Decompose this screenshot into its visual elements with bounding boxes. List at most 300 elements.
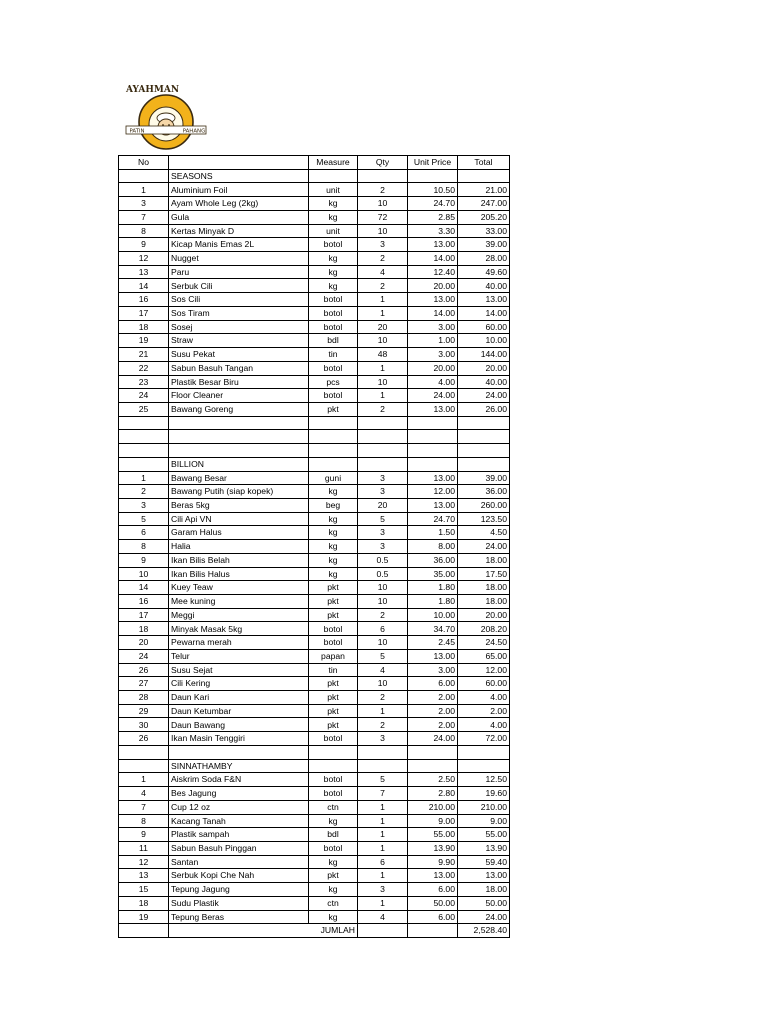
item-total: 20.00 xyxy=(458,361,510,375)
item-no: 13 xyxy=(119,869,169,883)
item-no: 9 xyxy=(119,238,169,252)
table-row xyxy=(119,512,510,526)
item-qty: 3 xyxy=(358,732,408,746)
purchase-table-body xyxy=(119,156,510,938)
item-no: 17 xyxy=(119,306,169,320)
blank-cell xyxy=(408,924,458,938)
item-qty: 10 xyxy=(358,677,408,691)
item-qty: 4 xyxy=(358,265,408,279)
item-qty: 2 xyxy=(358,691,408,705)
table-row xyxy=(119,896,510,910)
item-total: 55.00 xyxy=(458,828,510,842)
table-row xyxy=(119,595,510,609)
table-row xyxy=(119,677,510,691)
item-no: 16 xyxy=(119,595,169,609)
item-unit-price: 6.00 xyxy=(408,677,458,691)
item-measure: botol xyxy=(309,787,358,801)
item-measure: kg xyxy=(309,512,358,526)
item-measure: tin xyxy=(309,348,358,362)
table-row xyxy=(119,540,510,554)
table-row xyxy=(119,814,510,828)
item-no: 7 xyxy=(119,210,169,224)
item-total: 24.00 xyxy=(458,540,510,554)
item-total: 59.40 xyxy=(458,855,510,869)
item-no: 5 xyxy=(119,512,169,526)
item-unit-price: 2.85 xyxy=(408,210,458,224)
item-qty: 10 xyxy=(358,197,408,211)
blank-cell xyxy=(358,745,408,759)
item-name: Cup 12 oz xyxy=(169,800,309,814)
item-name: Telur xyxy=(169,649,309,663)
header-no: No xyxy=(119,156,169,170)
item-no: 24 xyxy=(119,389,169,403)
item-measure: kg xyxy=(309,553,358,567)
item-name: Ikan Bilis Halus xyxy=(169,567,309,581)
purchase-table xyxy=(118,155,510,938)
item-measure: kg xyxy=(309,883,358,897)
item-total: 18.00 xyxy=(458,595,510,609)
blank-cell xyxy=(119,416,169,430)
item-unit-price: 13.00 xyxy=(408,498,458,512)
item-total: 49.60 xyxy=(458,265,510,279)
item-unit-price: 1.80 xyxy=(408,595,458,609)
item-total: 19.60 xyxy=(458,787,510,801)
item-name: Aiskrim Soda F&N xyxy=(169,773,309,787)
item-total: 24.00 xyxy=(458,910,510,924)
item-measure: bdl xyxy=(309,334,358,348)
item-qty: 20 xyxy=(358,498,408,512)
item-unit-price: 10.00 xyxy=(408,608,458,622)
table-row xyxy=(119,389,510,403)
item-total: 36.00 xyxy=(458,485,510,499)
table-row xyxy=(119,691,510,705)
table-row xyxy=(119,485,510,499)
item-measure: pkt xyxy=(309,704,358,718)
table-row xyxy=(119,636,510,650)
item-name: Halia xyxy=(169,540,309,554)
item-unit-price: 13.00 xyxy=(408,869,458,883)
item-name: Santan xyxy=(169,855,309,869)
item-total: 123.50 xyxy=(458,512,510,526)
logo-left-text: PATIN xyxy=(129,128,145,135)
table-row xyxy=(119,663,510,677)
blank-cell xyxy=(119,169,169,183)
item-total: 39.00 xyxy=(458,471,510,485)
table-row xyxy=(119,224,510,238)
header-unit-price: Unit Price xyxy=(408,156,458,170)
table-row xyxy=(119,320,510,334)
blank-cell xyxy=(458,430,510,444)
item-qty: 10 xyxy=(358,375,408,389)
item-total: 40.00 xyxy=(458,279,510,293)
item-no: 12 xyxy=(119,855,169,869)
item-measure: ctn xyxy=(309,800,358,814)
table-row xyxy=(119,855,510,869)
item-name: Sudu Plastik xyxy=(169,896,309,910)
blank-cell xyxy=(119,745,169,759)
item-measure: kg xyxy=(309,855,358,869)
item-qty: 3 xyxy=(358,883,408,897)
logo-right-text: PAHANG xyxy=(182,128,206,135)
item-no: 26 xyxy=(119,732,169,746)
item-measure: tin xyxy=(309,663,358,677)
item-qty: 10 xyxy=(358,636,408,650)
blank-cell xyxy=(309,759,358,773)
item-no: 28 xyxy=(119,691,169,705)
item-no: 3 xyxy=(119,197,169,211)
item-unit-price: 55.00 xyxy=(408,828,458,842)
item-qty: 6 xyxy=(358,855,408,869)
table-row xyxy=(119,841,510,855)
item-total: 247.00 xyxy=(458,197,510,211)
item-name: Daun Ketumbar xyxy=(169,704,309,718)
item-name: Pewarna merah xyxy=(169,636,309,650)
item-no: 12 xyxy=(119,252,169,266)
blank-cell xyxy=(358,457,408,471)
item-unit-price: 2.80 xyxy=(408,787,458,801)
item-no: 18 xyxy=(119,896,169,910)
item-measure: pkt xyxy=(309,402,358,416)
item-total: 50.00 xyxy=(458,896,510,910)
item-name: Daun Bawang xyxy=(169,718,309,732)
blank-row xyxy=(119,745,510,759)
table-row xyxy=(119,581,510,595)
item-unit-price: 210.00 xyxy=(408,800,458,814)
item-name: Sabun Basuh Pinggan xyxy=(169,841,309,855)
item-qty: 2 xyxy=(358,608,408,622)
item-total: 18.00 xyxy=(458,553,510,567)
item-measure: kg xyxy=(309,485,358,499)
item-total: 60.00 xyxy=(458,320,510,334)
item-unit-price: 13.00 xyxy=(408,238,458,252)
blank-cell xyxy=(309,745,358,759)
item-name: Kicap Manis Emas 2L xyxy=(169,238,309,252)
item-unit-price: 13.00 xyxy=(408,471,458,485)
item-total: 17.50 xyxy=(458,567,510,581)
item-qty: 3 xyxy=(358,526,408,540)
item-measure: kg xyxy=(309,526,358,540)
item-no: 17 xyxy=(119,608,169,622)
item-name: Meggi xyxy=(169,608,309,622)
item-qty: 10 xyxy=(358,224,408,238)
table-row xyxy=(119,869,510,883)
item-no: 10 xyxy=(119,567,169,581)
ayahman-logo xyxy=(126,85,206,152)
item-measure: pkt xyxy=(309,581,358,595)
blank-cell xyxy=(119,457,169,471)
item-unit-price: 1.00 xyxy=(408,334,458,348)
item-no: 11 xyxy=(119,841,169,855)
table-row xyxy=(119,334,510,348)
item-name: Sos Tiram xyxy=(169,306,309,320)
item-qty: 72 xyxy=(358,210,408,224)
item-measure: pkt xyxy=(309,718,358,732)
item-unit-price: 20.00 xyxy=(408,279,458,293)
section-name: SINNATHAMBY xyxy=(169,759,309,773)
item-name: Serbuk Cili xyxy=(169,279,309,293)
item-no: 24 xyxy=(119,649,169,663)
item-no: 7 xyxy=(119,800,169,814)
item-total: 205.20 xyxy=(458,210,510,224)
blank-cell xyxy=(119,924,169,938)
item-no: 8 xyxy=(119,224,169,238)
item-name: Kuey Teaw xyxy=(169,581,309,595)
item-measure: ctn xyxy=(309,896,358,910)
item-no: 20 xyxy=(119,636,169,650)
item-no: 30 xyxy=(119,718,169,732)
item-qty: 3 xyxy=(358,471,408,485)
table-row xyxy=(119,498,510,512)
item-qty: 1 xyxy=(358,841,408,855)
item-qty: 10 xyxy=(358,595,408,609)
item-name: Floor Cleaner xyxy=(169,389,309,403)
blank-cell xyxy=(309,169,358,183)
table-row xyxy=(119,348,510,362)
item-total: 21.00 xyxy=(458,183,510,197)
item-no: 16 xyxy=(119,293,169,307)
item-unit-price: 4.00 xyxy=(408,375,458,389)
item-name: Kertas Minyak D xyxy=(169,224,309,238)
item-total: 208.20 xyxy=(458,622,510,636)
item-unit-price: 1.80 xyxy=(408,581,458,595)
item-unit-price: 24.70 xyxy=(408,197,458,211)
item-measure: botol xyxy=(309,841,358,855)
blank-cell xyxy=(169,745,309,759)
item-unit-price: 24.70 xyxy=(408,512,458,526)
item-qty: 10 xyxy=(358,334,408,348)
table-row xyxy=(119,293,510,307)
blank-cell xyxy=(408,430,458,444)
grand-total: 2,528.40 xyxy=(458,924,510,938)
blank-row xyxy=(119,430,510,444)
item-qty: 1 xyxy=(358,704,408,718)
table-row xyxy=(119,265,510,279)
item-measure: unit xyxy=(309,183,358,197)
item-name: Straw xyxy=(169,334,309,348)
item-name: Ayam Whole Leg (2kg) xyxy=(169,197,309,211)
blank-cell xyxy=(408,169,458,183)
item-total: 13.90 xyxy=(458,841,510,855)
section-name: SEASONS xyxy=(169,169,309,183)
item-qty: 7 xyxy=(358,787,408,801)
table-row xyxy=(119,704,510,718)
item-total: 28.00 xyxy=(458,252,510,266)
item-total: 10.00 xyxy=(458,334,510,348)
item-total: 260.00 xyxy=(458,498,510,512)
item-measure: botol xyxy=(309,773,358,787)
item-measure: pkt xyxy=(309,608,358,622)
item-name: Daun Kari xyxy=(169,691,309,705)
table-row xyxy=(119,210,510,224)
item-name: Aluminium Foil xyxy=(169,183,309,197)
section-name: BILLION xyxy=(169,457,309,471)
item-no: 1 xyxy=(119,471,169,485)
table-row xyxy=(119,608,510,622)
item-total: 72.00 xyxy=(458,732,510,746)
table-row xyxy=(119,828,510,842)
item-no: 23 xyxy=(119,375,169,389)
item-total: 4.00 xyxy=(458,691,510,705)
item-measure: botol xyxy=(309,389,358,403)
table-row xyxy=(119,402,510,416)
item-no: 14 xyxy=(119,581,169,595)
item-measure: kg xyxy=(309,265,358,279)
item-name: Susu Pekat xyxy=(169,348,309,362)
blank-cell xyxy=(358,416,408,430)
item-measure: pkt xyxy=(309,677,358,691)
item-unit-price: 3.00 xyxy=(408,320,458,334)
item-measure: kg xyxy=(309,814,358,828)
item-total: 144.00 xyxy=(458,348,510,362)
table-row xyxy=(119,279,510,293)
item-name: Nugget xyxy=(169,252,309,266)
section-header-row xyxy=(119,169,510,183)
item-name: Susu Sejat xyxy=(169,663,309,677)
item-total: 2.00 xyxy=(458,704,510,718)
item-unit-price: 35.00 xyxy=(408,567,458,581)
item-qty: 0.5 xyxy=(358,553,408,567)
item-unit-price: 6.00 xyxy=(408,910,458,924)
item-qty: 0.5 xyxy=(358,567,408,581)
blank-cell xyxy=(458,457,510,471)
item-qty: 3 xyxy=(358,238,408,252)
item-total: 13.00 xyxy=(458,293,510,307)
item-measure: pkt xyxy=(309,691,358,705)
item-measure: kg xyxy=(309,197,358,211)
item-qty: 4 xyxy=(358,910,408,924)
item-unit-price: 14.00 xyxy=(408,252,458,266)
item-unit-price: 3.00 xyxy=(408,348,458,362)
table-row xyxy=(119,773,510,787)
item-name: Bawang Putih (siap kopek) xyxy=(169,485,309,499)
item-qty: 5 xyxy=(358,649,408,663)
item-total: 210.00 xyxy=(458,800,510,814)
item-total: 60.00 xyxy=(458,677,510,691)
item-unit-price: 50.00 xyxy=(408,896,458,910)
table-row xyxy=(119,197,510,211)
item-total: 14.00 xyxy=(458,306,510,320)
blank-cell xyxy=(408,759,458,773)
item-unit-price: 9.90 xyxy=(408,855,458,869)
item-total: 12.00 xyxy=(458,663,510,677)
blank-cell xyxy=(458,444,510,458)
blank-cell xyxy=(309,416,358,430)
item-no: 15 xyxy=(119,883,169,897)
item-name: Sos Cili xyxy=(169,293,309,307)
table-row xyxy=(119,553,510,567)
item-qty: 1 xyxy=(358,361,408,375)
item-total: 24.50 xyxy=(458,636,510,650)
item-unit-price: 13.90 xyxy=(408,841,458,855)
item-total: 4.00 xyxy=(458,718,510,732)
item-qty: 4 xyxy=(358,663,408,677)
item-measure: guni xyxy=(309,471,358,485)
item-measure: unit xyxy=(309,224,358,238)
item-total: 65.00 xyxy=(458,649,510,663)
item-name: Sabun Basuh Tangan xyxy=(169,361,309,375)
blank-cell xyxy=(119,430,169,444)
blank-cell xyxy=(309,444,358,458)
table-row xyxy=(119,800,510,814)
item-name: Bawang Besar xyxy=(169,471,309,485)
item-total: 18.00 xyxy=(458,581,510,595)
table-row xyxy=(119,883,510,897)
item-measure: kg xyxy=(309,279,358,293)
blank-cell xyxy=(169,444,309,458)
item-no: 14 xyxy=(119,279,169,293)
item-name: Garam Halus xyxy=(169,526,309,540)
table-row xyxy=(119,375,510,389)
item-measure: botol xyxy=(309,636,358,650)
blank-cell xyxy=(408,457,458,471)
item-measure: pcs xyxy=(309,375,358,389)
item-measure: kg xyxy=(309,210,358,224)
item-qty: 1 xyxy=(358,869,408,883)
item-unit-price: 13.00 xyxy=(408,293,458,307)
item-qty: 1 xyxy=(358,306,408,320)
item-unit-price: 2.00 xyxy=(408,691,458,705)
item-name: Paru xyxy=(169,265,309,279)
table-row xyxy=(119,183,510,197)
item-no: 18 xyxy=(119,320,169,334)
item-no: 22 xyxy=(119,361,169,375)
item-unit-price: 3.30 xyxy=(408,224,458,238)
table-row xyxy=(119,567,510,581)
item-measure: botol xyxy=(309,306,358,320)
item-name: Ikan Bilis Belah xyxy=(169,553,309,567)
item-no: 27 xyxy=(119,677,169,691)
item-qty: 2 xyxy=(358,718,408,732)
item-measure: pkt xyxy=(309,595,358,609)
header-row xyxy=(119,156,510,170)
item-measure: botol xyxy=(309,732,358,746)
item-unit-price: 2.00 xyxy=(408,718,458,732)
item-qty: 48 xyxy=(358,348,408,362)
header-item xyxy=(169,156,309,170)
item-measure: pkt xyxy=(309,869,358,883)
table-row xyxy=(119,526,510,540)
blank-cell xyxy=(458,169,510,183)
item-no: 4 xyxy=(119,787,169,801)
blank-cell xyxy=(458,759,510,773)
header-total: Total xyxy=(458,156,510,170)
item-no: 1 xyxy=(119,773,169,787)
item-unit-price: 2.50 xyxy=(408,773,458,787)
item-no: 6 xyxy=(119,526,169,540)
item-measure: kg xyxy=(309,252,358,266)
item-qty: 2 xyxy=(358,183,408,197)
item-qty: 5 xyxy=(358,512,408,526)
section-header-row xyxy=(119,457,510,471)
item-unit-price: 24.00 xyxy=(408,389,458,403)
item-total: 20.00 xyxy=(458,608,510,622)
total-row xyxy=(119,924,510,938)
item-name: Ikan Masin Tenggiri xyxy=(169,732,309,746)
item-name: Tepung Jagung xyxy=(169,883,309,897)
table-row xyxy=(119,718,510,732)
blank-cell xyxy=(309,457,358,471)
blank-cell xyxy=(408,745,458,759)
item-no: 9 xyxy=(119,828,169,842)
blank-cell xyxy=(358,169,408,183)
item-no: 8 xyxy=(119,540,169,554)
item-name: Mee kuning xyxy=(169,595,309,609)
item-measure: kg xyxy=(309,567,358,581)
blank-cell xyxy=(169,430,309,444)
item-no: 9 xyxy=(119,553,169,567)
item-no: 1 xyxy=(119,183,169,197)
blank-cell xyxy=(358,444,408,458)
